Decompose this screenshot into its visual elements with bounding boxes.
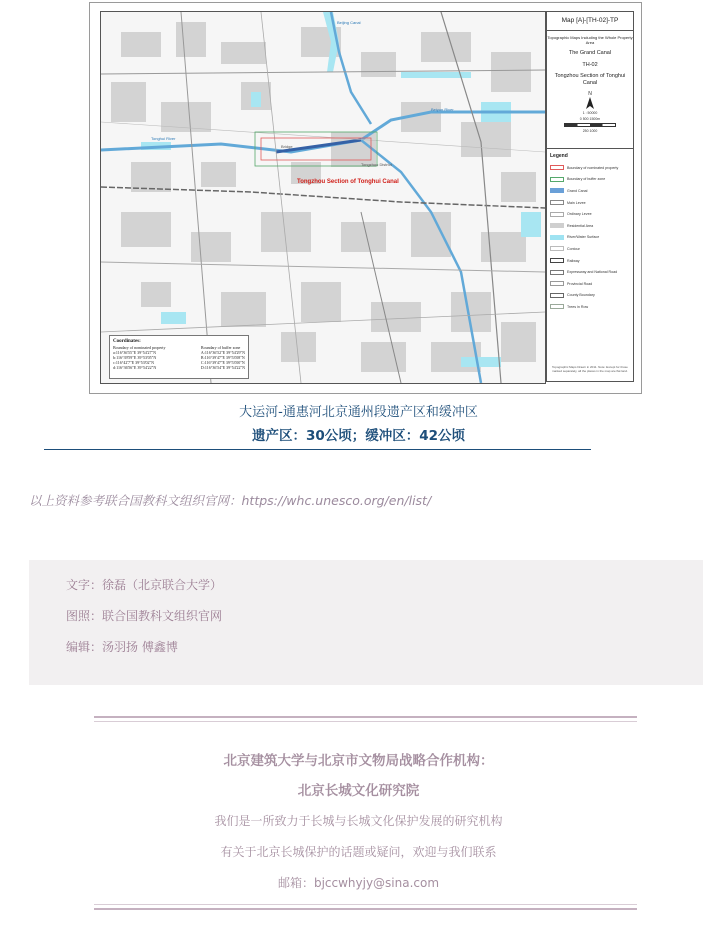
coordinates-title: Coordinates: xyxy=(113,339,141,344)
footer-top-rule xyxy=(94,716,637,718)
credit-text-author: 文字：徐磊（北京联合大学） xyxy=(66,578,223,592)
legend-title: Legend xyxy=(550,153,568,159)
credits-box xyxy=(29,560,703,685)
legend-swatch xyxy=(550,246,564,251)
north-label: N xyxy=(588,91,592,97)
credit-photo: 图照：联合国教科文组织官网 xyxy=(66,609,223,623)
legend-swatch xyxy=(550,165,564,170)
legend-swatch xyxy=(550,223,564,228)
coord-row: D:116°36'54"E 39°54'22"N xyxy=(200,365,245,370)
district-label: Tongzhou District xyxy=(361,162,392,167)
legend-swatch xyxy=(550,304,564,309)
legend-item xyxy=(550,220,630,232)
legend-item xyxy=(550,255,630,267)
river-label: Beiyun River xyxy=(431,107,454,112)
coord-row: c:116°42'7"E 39°53'02"N xyxy=(113,360,154,365)
coord-row: b:116°39'59"E 39°53'05"N xyxy=(113,355,157,360)
legend-label: Provincial Road xyxy=(567,281,593,286)
map-figure xyxy=(89,2,642,394)
coord-col1-head: Boundary of nominated property xyxy=(113,345,166,350)
scale-bar xyxy=(564,123,616,127)
scale-ticks: 0 500 1500m xyxy=(579,117,601,121)
footer-contact: 有关于北京长城保护的话题或疑问，欢迎与我们联系 xyxy=(220,845,497,859)
north-canal-label: Beijing Canal xyxy=(337,20,361,25)
credit-editor: 编辑：汤羽扬 傅鑫博 xyxy=(66,640,178,654)
legend-swatch xyxy=(550,200,564,205)
legend-swatch xyxy=(550,281,564,286)
legend-item xyxy=(550,197,630,209)
legend-label: Residential Area xyxy=(567,223,594,228)
legend-label: Railway xyxy=(567,258,580,263)
legend-item xyxy=(550,290,630,302)
legend-item xyxy=(550,266,630,278)
footer-org-name: 北京长城文化研究院 xyxy=(297,783,420,799)
footer-top-rule-thin xyxy=(94,721,637,722)
legend-label: River/Water Surface xyxy=(567,235,600,240)
legend-item xyxy=(550,162,630,174)
scale-ticks-secondary: 250 1000 xyxy=(582,129,598,133)
map-drawing xyxy=(101,12,545,383)
coord-row: A:116°36'52"E 39°54'29"N xyxy=(200,350,245,355)
map-panel-title: Map [A]-[TH-02]-TP xyxy=(547,12,633,31)
legend-swatch xyxy=(550,212,564,217)
caption-divider xyxy=(44,449,591,450)
sheet-code: TH-02 xyxy=(582,61,598,68)
legend-label: Grand Canal xyxy=(567,188,588,193)
legend-label: Boundary of nominated property xyxy=(567,165,619,170)
footer-email[interactable]: 邮箱：bjccwhyjy@sina.com xyxy=(277,876,440,890)
north-arrow-icon xyxy=(585,91,595,109)
topographic-map xyxy=(100,11,546,384)
section-name: Tongzhou Section of Tonghui Canal xyxy=(554,73,626,86)
footer-bottom-rule-thin xyxy=(94,904,637,905)
footer-title: 北京建筑大学与北京市文物局战略合作机构： xyxy=(223,753,494,769)
scale-ratio: 1 : 50000 xyxy=(582,111,598,115)
map-legend xyxy=(547,148,633,317)
bridge-label: Bridge xyxy=(281,144,293,149)
legend-item xyxy=(550,278,630,290)
footer-bottom-rule xyxy=(94,908,637,910)
main-map-label: Tongzhou Section of Tonghui Canal xyxy=(297,179,399,185)
area-summary: 遗产区：30公顷；缓冲区：42公顷 xyxy=(251,428,466,444)
legend-label: Trees in Row xyxy=(567,304,589,309)
coordinates-box xyxy=(109,335,249,379)
legend-item xyxy=(550,208,630,220)
legend-swatch xyxy=(550,177,564,182)
legend-item xyxy=(550,301,630,313)
legend-swatch xyxy=(550,235,564,240)
legend-swatch xyxy=(550,188,564,193)
coord-column-buffer xyxy=(201,345,245,370)
legend-item xyxy=(550,243,630,255)
legend-item xyxy=(550,174,630,186)
coord-row: a:116°36'55"E 39°54'27"N xyxy=(113,350,156,355)
map-side-panel xyxy=(546,11,634,382)
legend-label: County Boundary xyxy=(567,293,595,298)
legend-item xyxy=(550,185,630,197)
legend-label: Main Levee xyxy=(567,200,586,205)
legend-swatch xyxy=(550,258,564,263)
coord-col2-head: Boundary of buffer zone xyxy=(200,345,241,350)
legend-swatch xyxy=(550,270,564,275)
map-subtitle: Topographic Maps Including the Whole Property Area xyxy=(547,35,633,45)
map-footnote: Topographic Maps Drawn in 2011. Note: Except for those marked separately, all the places in the map are flat land. xyxy=(552,365,628,373)
reference-note: 以上资料参考联合国教科文组织官网：https://whc.unesco.org/en/list/ xyxy=(29,493,432,508)
coord-column-nominated xyxy=(113,345,166,370)
canal-label: Tonghui River xyxy=(151,136,176,141)
coord-row: B:116°39'47"E 39°53'08"N xyxy=(200,355,245,360)
coord-row: d:116°36'56"E 39°54'22"N xyxy=(113,365,157,370)
legend-label: Expressway and National Road xyxy=(567,270,618,275)
legend-label: Contour xyxy=(567,246,580,251)
footer-description: 我们是一所致力于长城与长城文化保护发展的研究机构 xyxy=(214,814,503,828)
legend-label: Boundary of buffer zone xyxy=(567,177,606,182)
legend-item xyxy=(550,232,630,244)
coord-row: C:116°39'47"E 39°53'00"N xyxy=(200,360,245,365)
legend-swatch xyxy=(550,293,564,298)
figure-caption: 大运河-通惠河北京通州段遗产区和缓冲区 xyxy=(239,405,478,420)
site-name: The Grand Canal xyxy=(568,50,612,56)
legend-label: Ordinary Levee xyxy=(567,212,592,217)
